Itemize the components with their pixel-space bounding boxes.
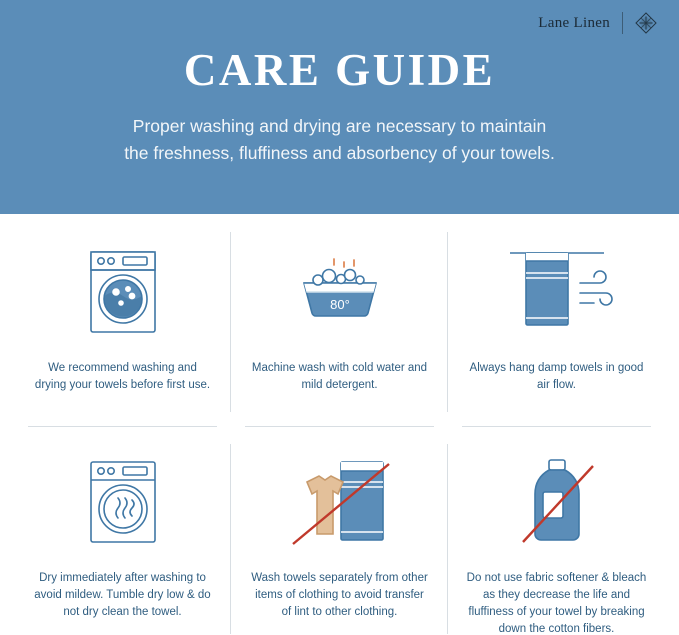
care-tip-text: Always hang damp towels in good air flow. <box>469 362 644 391</box>
care-tip-item <box>448 214 665 426</box>
care-tip-text: We recommend washing and drying your towels before first use. <box>34 362 211 391</box>
tumble-dryer-icon <box>77 448 169 556</box>
care-tip-item <box>14 214 231 426</box>
care-tips-grid <box>0 214 679 635</box>
no-mixed-laundry-icon <box>273 448 407 556</box>
care-tip-text: Dry immediately after washing to avoid mildew. Tumble dry low & do not dry clean the towel. <box>34 572 211 618</box>
care-tip-text: Do not use fabric softener & bleach as they decrease the life and fluffiness of your towel by breaking down the cotton fibers. <box>466 572 647 635</box>
care-tip-item <box>231 214 448 426</box>
care-tip-item <box>448 426 665 635</box>
wash-basin-temperature-icon <box>284 238 396 346</box>
brand-name: Lane Linen <box>538 14 610 31</box>
temperature-label: 80° <box>329 297 350 312</box>
subtitle-line-1: Proper washing and drying are necessary to maintain <box>132 116 547 136</box>
brand-lockup <box>538 12 657 34</box>
washing-machine-icon <box>77 238 169 346</box>
care-tip-item <box>14 426 231 635</box>
page-subtitle <box>0 113 679 167</box>
page-title: CARE GUIDE <box>183 45 496 95</box>
hanging-towel-airflow-icon <box>492 238 622 346</box>
care-tip-text: Machine wash with cold water and mild detergent. <box>251 362 428 391</box>
subtitle-line-2: the freshness, fluffiness and absorbency of your towels. <box>124 143 555 163</box>
care-tip-item <box>231 426 448 635</box>
brand-divider <box>622 12 623 34</box>
header-banner <box>0 0 679 214</box>
care-tip-text: Wash towels separately from other items of clothing to avoid transfer of lint to other clothing. <box>251 572 428 618</box>
no-fabric-softener-icon <box>505 448 609 556</box>
diamond-lattice-logo-icon <box>635 12 657 34</box>
